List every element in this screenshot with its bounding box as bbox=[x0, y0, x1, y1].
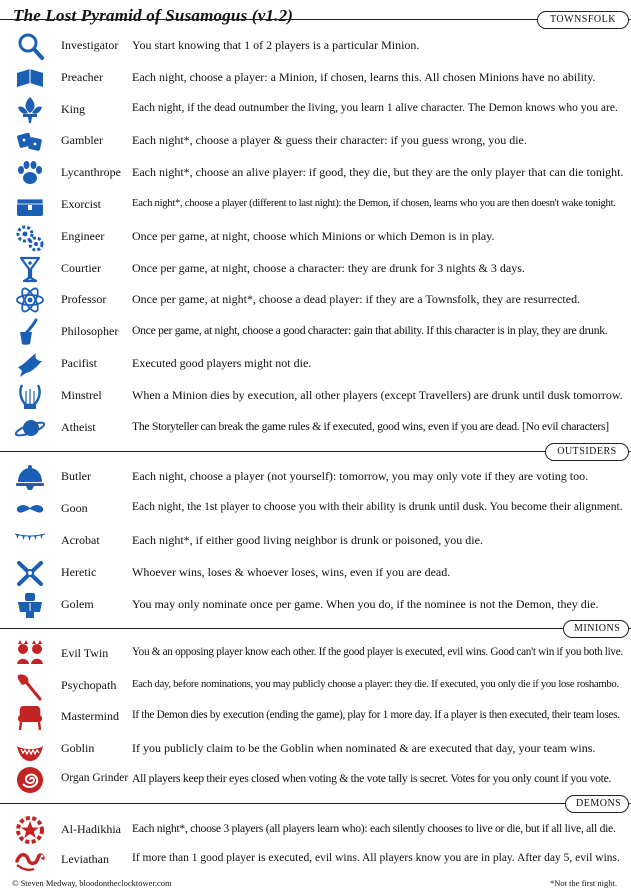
footer-credit: © Steven Medway, bloodontheclocktower.com bbox=[12, 878, 172, 888]
cloche-icon bbox=[14, 462, 46, 492]
character-name: Engineer bbox=[61, 228, 105, 243]
character-ability: Each day, before nominations, you may publicly choose a player: they die. If executed, you only die if you lose roshambo. bbox=[132, 677, 619, 690]
character-ability: Whoever wins, loses & whoever loses, wins, even if you are dead. bbox=[132, 565, 451, 579]
character-row bbox=[0, 639, 631, 669]
character-name: Atheist bbox=[61, 419, 96, 434]
lyre-icon bbox=[14, 381, 46, 411]
character-row bbox=[0, 285, 631, 315]
character-ability: Each night*, choose a player (different to last night): the Demon, if chosen, learns who you are then doesn't wake tonight. bbox=[132, 197, 616, 209]
character-row bbox=[0, 845, 631, 875]
character-name: Psychopath bbox=[61, 677, 117, 692]
character-name: Preacher bbox=[61, 69, 103, 84]
footer-note: *Not the first night. bbox=[549, 878, 617, 888]
character-name: Evil Twin bbox=[61, 646, 109, 660]
character-name: Acrobat bbox=[61, 533, 100, 547]
character-ability: Once per game, at night, choose which Minions or which Demon is in play. bbox=[132, 228, 495, 243]
character-name: Minstrel bbox=[61, 387, 102, 402]
serpent-icon bbox=[14, 845, 46, 875]
character-ability: The Storyteller can break the game rules & if executed, good wins, even if you are dead. [No evil characters] bbox=[132, 419, 609, 433]
grin-icon bbox=[14, 734, 46, 764]
golem-icon bbox=[14, 590, 46, 620]
character-name: Mastermind bbox=[61, 709, 119, 724]
character-ability: Each night, the 1st player to choose you with their ability is drunk until dusk. You become their alignment. bbox=[132, 501, 623, 513]
chest-icon bbox=[14, 190, 46, 220]
character-row bbox=[0, 671, 631, 701]
paw-icon bbox=[14, 158, 46, 188]
character-row bbox=[0, 254, 631, 284]
spiral-icon bbox=[14, 765, 46, 795]
bunting-icon bbox=[14, 526, 46, 556]
character-row bbox=[0, 222, 631, 252]
character-name: Lycanthrope bbox=[61, 165, 121, 180]
character-name: Gambler bbox=[61, 133, 103, 148]
character-row bbox=[0, 95, 631, 125]
character-row bbox=[0, 590, 631, 620]
character-name: Heretic bbox=[61, 565, 97, 579]
goblet-icon bbox=[14, 254, 46, 284]
pipe-icon bbox=[14, 317, 46, 347]
section-divider bbox=[0, 628, 631, 629]
character-ability: Each night*, choose 3 players (all players learn who): each silently chooses to live or die, but if all live, all die. bbox=[132, 822, 616, 835]
character-ability: Once per game, at night*, choose a dead player: if they are a Townsfolk, they are resurrected. bbox=[132, 292, 581, 307]
character-name: Professor bbox=[61, 292, 107, 307]
character-row bbox=[0, 494, 631, 524]
section-label-outsiders: OUTSIDERS bbox=[545, 443, 629, 461]
atom-icon bbox=[14, 285, 46, 315]
character-row bbox=[0, 126, 631, 156]
character-row bbox=[0, 31, 631, 61]
character-ability: If you publicly claim to be the Goblin when nominated & are executed that day, your team wins. bbox=[132, 740, 596, 755]
character-ability: Each night, choose a player: a Minion, if chosen, learns this. All chosen Minions have no ability. bbox=[132, 69, 596, 84]
character-row bbox=[0, 190, 631, 220]
character-row bbox=[0, 526, 631, 556]
character-ability: Once per game, at night, choose a character: they are drunk for 3 nights & 3 days. bbox=[132, 260, 525, 275]
character-ability: You & an opposing player know each other. If the good player is executed, evil wins. Good can't win if you both live. bbox=[132, 646, 623, 658]
character-name: Exorcist bbox=[61, 197, 101, 211]
character-ability: Each night*, choose a player & guess their character: if you guess wrong, you die. bbox=[132, 133, 527, 148]
character-name: Courtier bbox=[61, 260, 101, 275]
star-seal-icon bbox=[14, 815, 46, 845]
twins-icon bbox=[14, 639, 46, 669]
character-name: Philosopher bbox=[61, 324, 119, 339]
character-ability: Each night, if the dead outnumber the living, you learn 1 alive character. The Demon knows who you are. bbox=[132, 101, 618, 114]
magnifier-icon bbox=[14, 31, 46, 61]
character-ability: You may only nominate once per game. When you do, if the nominee is not the Demon, they die. bbox=[132, 597, 599, 611]
character-ability: Each night*, if either good living neighbor is drunk or poisoned, you die. bbox=[132, 533, 483, 547]
planet-icon bbox=[14, 413, 46, 443]
section-label-demons: DEMONS bbox=[565, 795, 629, 813]
axe-icon bbox=[14, 671, 46, 701]
character-ability: Each night*, choose an alive player: if good, they die, but they are the only player that can die tonight. bbox=[132, 165, 624, 180]
character-ability: If more than 1 good player is executed, evil wins. All players know you are in play. After day 5, evil wins. bbox=[132, 852, 620, 864]
section-label-townsfolk: TOWNSFOLK bbox=[537, 11, 629, 29]
character-ability: You start knowing that 1 of 2 players is a particular Minion. bbox=[132, 38, 420, 52]
character-row bbox=[0, 815, 631, 845]
character-name: Organ Grinder bbox=[61, 772, 129, 785]
character-row bbox=[0, 317, 631, 347]
character-ability: If the Demon dies by execution (ending the game), play for 1 more day. If a player is then executed, their team loses. bbox=[132, 709, 620, 722]
character-name: Pacifist bbox=[61, 356, 97, 370]
character-name: Butler bbox=[61, 469, 91, 483]
character-name: Golem bbox=[61, 597, 94, 611]
armchair-icon bbox=[14, 702, 46, 732]
character-name: Al-Hadikhia bbox=[61, 822, 121, 836]
section-label-minions: MINIONS bbox=[563, 620, 629, 638]
character-row bbox=[0, 702, 631, 732]
character-row bbox=[0, 349, 631, 379]
character-ability: Each night, choose a player (not yourself): tomorrow, you may only vote if they are voting too. bbox=[132, 469, 589, 483]
script-title: The Lost Pyramid of Susamogus (v1.2) bbox=[13, 6, 294, 25]
gears-icon bbox=[14, 222, 46, 252]
character-row bbox=[0, 158, 631, 188]
book-icon bbox=[14, 63, 46, 93]
character-ability: When a Minion dies by execution, all other players (except Travellers) are drunk until dusk tomorrow. bbox=[132, 387, 623, 402]
character-name: Leviathan bbox=[61, 852, 109, 866]
character-ability: All players keep their eyes closed when voting & the vote tally is secret. Votes for you only count if you vote. bbox=[132, 772, 612, 786]
fleur-de-lis-icon bbox=[14, 95, 46, 125]
character-row bbox=[0, 381, 631, 411]
character-name: Goblin bbox=[61, 740, 95, 755]
character-row bbox=[0, 734, 631, 764]
mustache-icon bbox=[14, 494, 46, 524]
character-ability: Once per game, at night, choose a good character: gain that ability. If this character is in play, they are drunk. bbox=[132, 324, 608, 338]
character-row bbox=[0, 558, 631, 588]
section-divider bbox=[0, 803, 631, 804]
dice-icon bbox=[14, 126, 46, 156]
character-row bbox=[0, 765, 631, 795]
character-row bbox=[0, 462, 631, 492]
character-ability: Executed good players might not die. bbox=[132, 356, 312, 370]
character-row bbox=[0, 413, 631, 443]
character-name: Investigator bbox=[61, 38, 119, 52]
section-divider bbox=[0, 451, 631, 452]
character-name: Goon bbox=[61, 501, 88, 515]
character-row bbox=[0, 63, 631, 93]
dove-icon bbox=[14, 349, 46, 379]
crossbones-icon bbox=[14, 558, 46, 588]
character-name: King bbox=[61, 101, 85, 116]
